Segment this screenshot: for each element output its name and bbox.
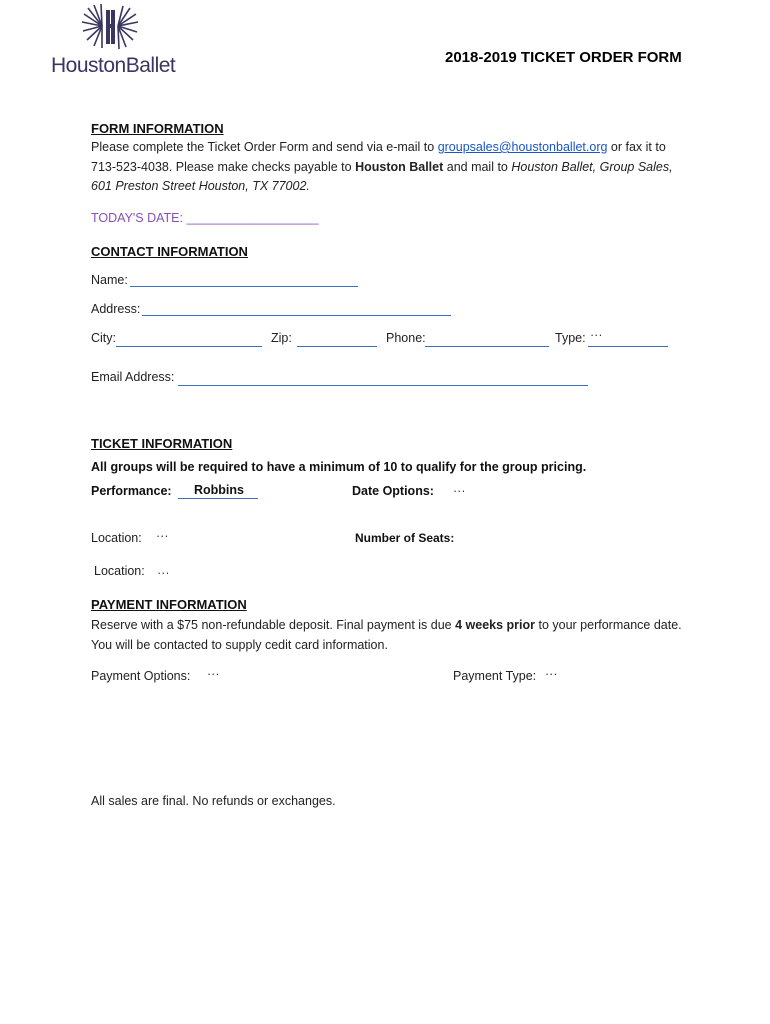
houston-ballet-logo — [50, 4, 180, 76]
city-label: City: — [91, 331, 116, 345]
location-secondary-label: Location: — [94, 564, 145, 578]
form-information-text: Please complete the Ticket Order Form and send via e-mail to groupsales@houstonballet.org or fax it to 713-523-4038. Please make checks payable to Houston Ballet and mail to Houston Ballet, Group Sales, 601 Preston Street Houston, TX 77002. — [91, 140, 673, 193]
email-input[interactable] — [178, 385, 588, 386]
address-input[interactable] — [142, 315, 451, 316]
phone-type-select[interactable]: ··· — [590, 328, 603, 342]
logo-wordmark: HoustonBallet — [51, 54, 176, 77]
ticket-information-heading: TICKET INFORMATION — [91, 436, 233, 451]
logo-burst-icon — [80, 4, 140, 52]
name-input[interactable] — [130, 286, 358, 287]
payment-information-heading: PAYMENT INFORMATION — [91, 597, 247, 612]
location-secondary-select[interactable]: ··· — [157, 566, 170, 580]
name-label: Name: — [91, 273, 128, 287]
group-minimum-note: All groups will be required to have a minimum of 10 to qualify for the group pricing. — [91, 460, 587, 474]
city-input[interactable] — [116, 346, 262, 347]
zip-input[interactable] — [297, 346, 377, 347]
contact-information-heading: CONTACT INFORMATION — [91, 244, 248, 259]
payment-type-select[interactable]: ··· — [545, 667, 558, 681]
phone-label: Phone: — [386, 331, 426, 345]
location-select[interactable]: ··· — [156, 529, 169, 543]
payment-type-label: Payment Type: — [453, 669, 537, 683]
form-information-heading: FORM INFORMATION — [91, 121, 224, 136]
payment-options-label: Payment Options: — [91, 669, 191, 683]
date-options-label: Date Options: — [352, 484, 434, 498]
performance-select[interactable]: Robbins — [194, 483, 244, 497]
performance-label: Performance: — [91, 484, 172, 498]
footer-note: All sales are final. No refunds or exchanges. — [91, 794, 336, 808]
performance-underline — [178, 498, 258, 499]
page-title: 2018-2019 TICKET ORDER FORM — [445, 49, 682, 66]
phone-type-underline — [588, 346, 668, 347]
phone-input[interactable] — [425, 346, 549, 347]
address-label: Address: — [91, 302, 141, 316]
groupsales-email-link[interactable]: groupsales@houstonballet.org — [437, 140, 608, 154]
payment-options-select[interactable]: ··· — [207, 667, 220, 681]
todays-date-field[interactable]: TODAY'S DATE: ___________________ — [91, 211, 319, 225]
date-options-select[interactable]: ··· — [453, 484, 466, 498]
number-of-seats-label: Number of Seats: — [355, 531, 455, 545]
phone-type-label: Type: — [555, 331, 586, 345]
email-label: Email Address: — [91, 370, 175, 384]
zip-label: Zip: — [271, 331, 292, 345]
location-label: Location: — [91, 531, 142, 545]
payment-information-text: Reserve with a $75 non-refundable deposit. Final payment is due 4 weeks prior to your performance date. You will be contacted to supply cedit card information. — [91, 618, 682, 652]
